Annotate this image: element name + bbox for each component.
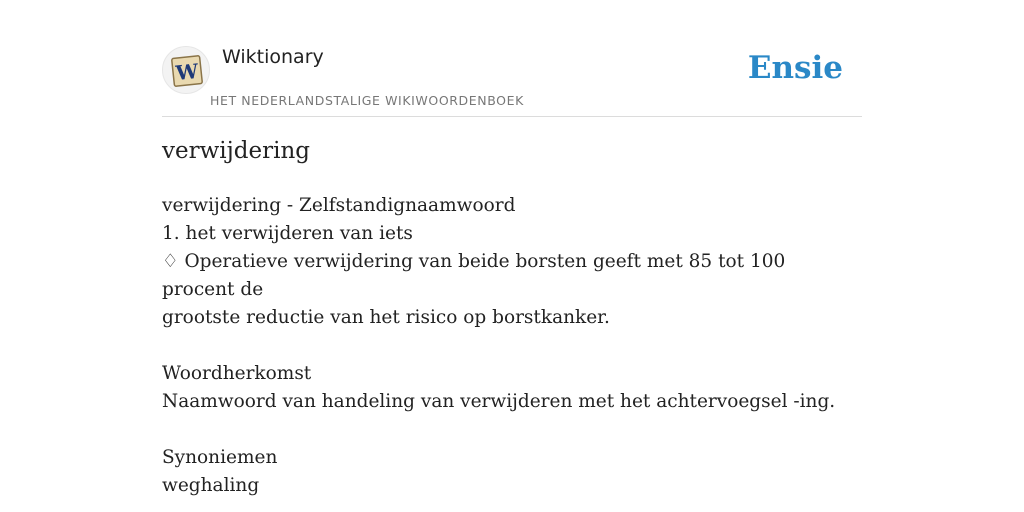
- site-tagline: HET NEDERLANDSTALIGE WIKIWOORDENBOEK: [210, 93, 524, 108]
- example-line-1: ♢ Operatieve verwijdering van beide borsten geeft met 85 tot 100 procent de: [162, 251, 786, 300]
- wiktionary-tile-icon: [169, 54, 205, 88]
- site-name-link[interactable]: Wiktionary: [222, 46, 324, 68]
- entry-content: [162, 192, 862, 500]
- ensie-brand-link[interactable]: Ensie: [747, 50, 843, 86]
- spacer: [162, 332, 862, 360]
- headword-line: verwijdering - Zelfstandignaamwoord: [162, 195, 516, 216]
- wiktionary-logo-icon[interactable]: [162, 46, 210, 94]
- definition-line: 1. het verwijderen van iets: [162, 223, 413, 244]
- spacer: [162, 416, 862, 444]
- synonyms-heading: Synoniemen: [162, 447, 278, 468]
- etymology-heading: Woordherkomst: [162, 363, 312, 384]
- page-title: verwijdering: [162, 138, 310, 164]
- synonym-item: weghaling: [162, 475, 260, 496]
- example-line-2: grootste reductie van het risico op borstkanker.: [162, 307, 610, 328]
- etymology-text: Naamwoord van handeling van verwijderen met het achtervoegsel -ing.: [162, 391, 836, 412]
- svg-text:W: W: [174, 58, 200, 86]
- site-header: [162, 40, 862, 117]
